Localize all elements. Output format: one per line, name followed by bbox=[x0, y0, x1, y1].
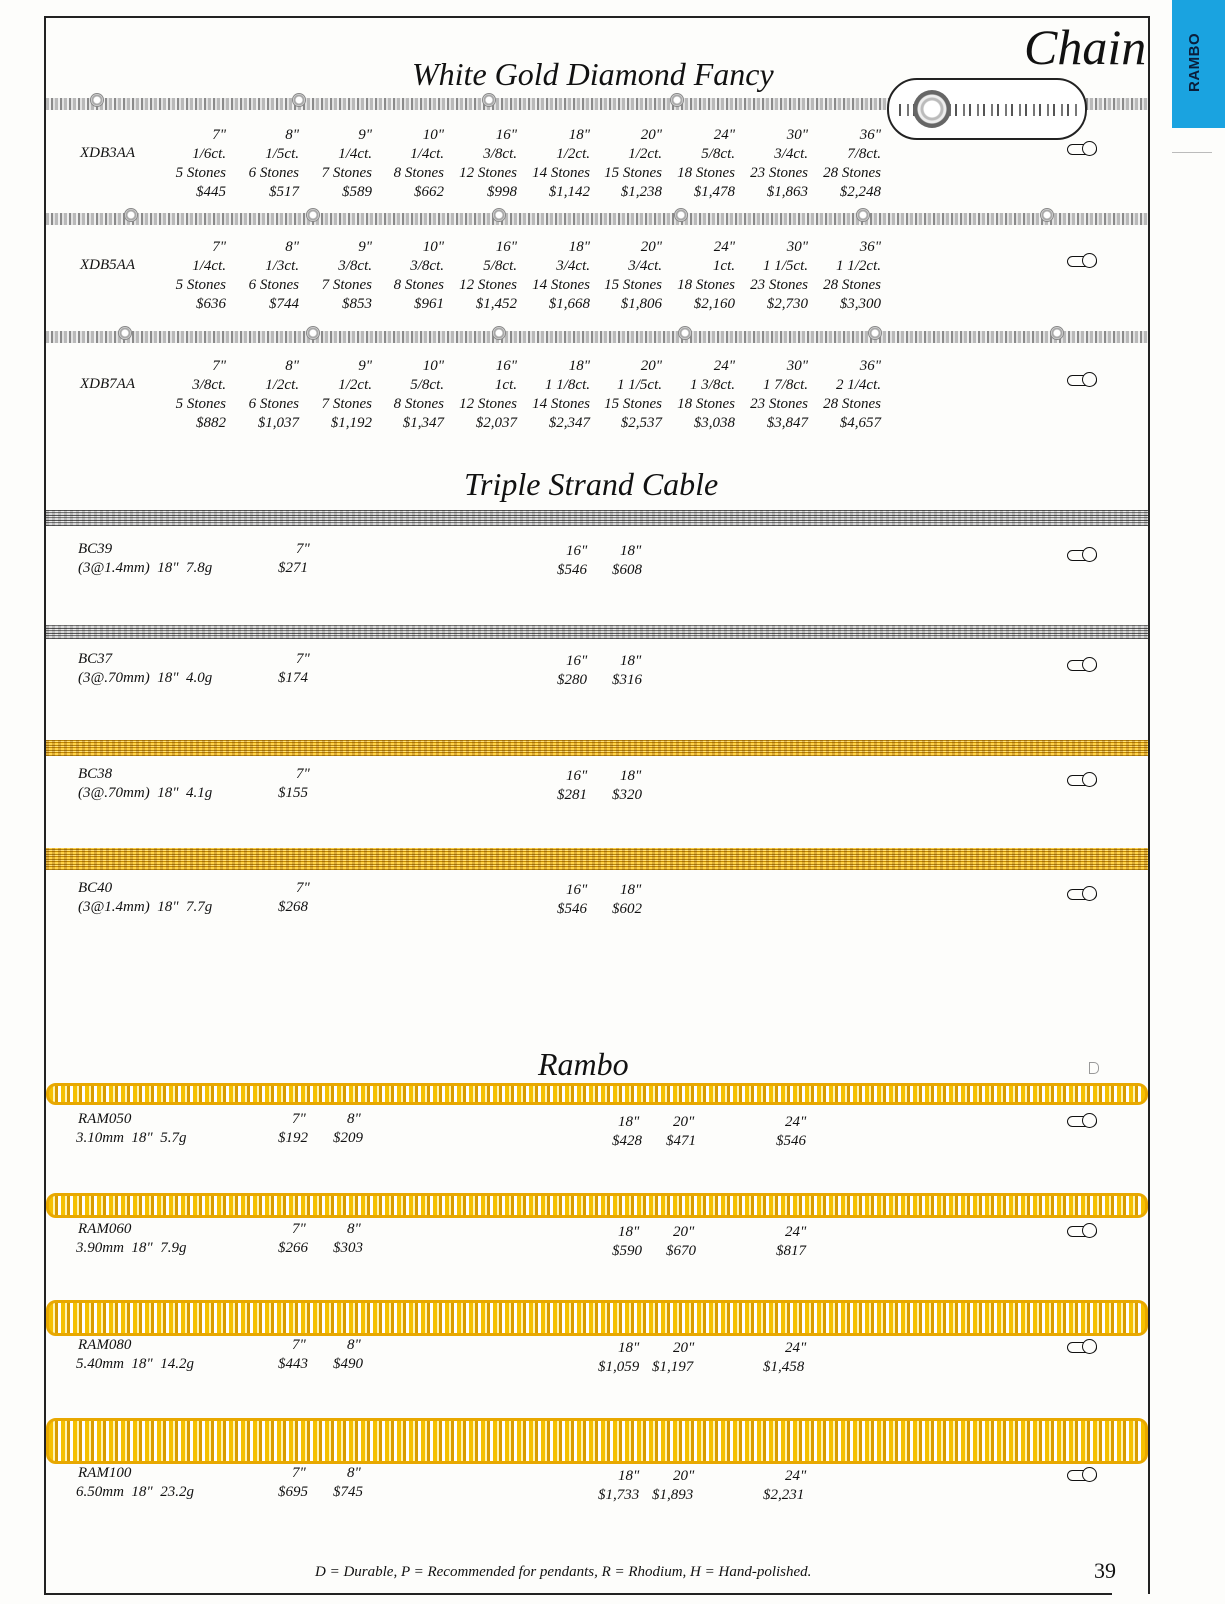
clasp-icon bbox=[1067, 889, 1099, 902]
length: 10" bbox=[422, 358, 444, 374]
length: 18" bbox=[568, 358, 590, 374]
price: $4,657 bbox=[839, 415, 881, 431]
chain-image-xdb5aa bbox=[46, 213, 1148, 225]
price: $1,668 bbox=[548, 296, 590, 312]
stones: 28 Stones bbox=[823, 396, 881, 412]
item-code: XDB5AA bbox=[80, 257, 135, 273]
clasp-ring bbox=[1082, 547, 1097, 562]
item-code: BC39 bbox=[78, 541, 113, 557]
page-frame-bottom bbox=[44, 1593, 1112, 1595]
length: 20" bbox=[640, 358, 662, 374]
carat: 3/8ct. bbox=[410, 258, 444, 274]
stones: 5 Stones bbox=[175, 165, 226, 181]
stones: 8 Stones bbox=[393, 396, 444, 412]
page-number: 39 bbox=[1094, 1558, 1116, 1583]
diamond-bezel bbox=[674, 208, 688, 222]
length: 18" bbox=[618, 1468, 640, 1484]
carat: 1 1/8ct. bbox=[545, 377, 590, 393]
length: 18" bbox=[568, 239, 590, 255]
diamond-bezel bbox=[868, 326, 882, 340]
length: 18" bbox=[568, 127, 590, 143]
price: $3,038 bbox=[693, 415, 735, 431]
price: $1,192 bbox=[330, 415, 372, 431]
page-frame bbox=[44, 16, 1150, 1594]
carat: 1 3/8ct. bbox=[690, 377, 735, 393]
price: $2,537 bbox=[620, 415, 662, 431]
clasp-icon bbox=[1067, 375, 1099, 388]
clasp-icon bbox=[1067, 775, 1099, 788]
length: 8" bbox=[285, 127, 299, 143]
stones: 28 Stones bbox=[823, 165, 881, 181]
chain-image-bc37 bbox=[46, 625, 1148, 639]
price: $882 bbox=[196, 415, 226, 431]
carat: 1/5ct. bbox=[265, 146, 299, 162]
length: 24" bbox=[713, 127, 735, 143]
length: 10" bbox=[422, 127, 444, 143]
price: $1,142 bbox=[548, 184, 590, 200]
carat: 5/8ct. bbox=[410, 377, 444, 393]
carat: 1/2ct. bbox=[556, 146, 590, 162]
carat: 7/8ct. bbox=[847, 146, 881, 162]
length: 8" bbox=[347, 1465, 361, 1481]
item-code: RAM080 bbox=[78, 1337, 132, 1353]
stones: 8 Stones bbox=[393, 165, 444, 181]
diamond-bezel bbox=[306, 326, 320, 340]
length: 16" bbox=[566, 653, 588, 669]
carat: 1 1/2ct. bbox=[836, 258, 881, 274]
clasp-ring bbox=[1082, 657, 1097, 672]
price: $817 bbox=[776, 1243, 806, 1259]
price: $316 bbox=[612, 672, 642, 688]
carat: 3/4ct. bbox=[774, 146, 808, 162]
item-code: RAM100 bbox=[78, 1465, 132, 1481]
price: $961 bbox=[414, 296, 444, 312]
price: $1,893 bbox=[652, 1487, 694, 1503]
item-code: BC40 bbox=[78, 880, 113, 896]
section-title-rambo: Rambo bbox=[538, 1046, 629, 1082]
stones: 5 Stones bbox=[175, 277, 226, 293]
price: $853 bbox=[342, 296, 372, 312]
carat: 3/4ct. bbox=[628, 258, 662, 274]
stones: 23 Stones bbox=[750, 165, 808, 181]
length: 7" bbox=[212, 239, 226, 255]
price: $546 bbox=[776, 1133, 806, 1149]
carat: 1/4ct. bbox=[410, 146, 444, 162]
price: $1,238 bbox=[620, 184, 662, 200]
stones: 23 Stones bbox=[750, 277, 808, 293]
price: $266 bbox=[278, 1240, 308, 1256]
diamond-bezel bbox=[482, 93, 496, 107]
stones: 6 Stones bbox=[248, 277, 299, 293]
length: 18" bbox=[620, 653, 642, 669]
price: $268 bbox=[278, 899, 308, 915]
diamond-bezel bbox=[856, 208, 870, 222]
stones: 18 Stones bbox=[677, 277, 735, 293]
carat: 1ct. bbox=[494, 377, 517, 393]
price: $2,347 bbox=[548, 415, 590, 431]
clasp-ring bbox=[1082, 141, 1097, 156]
carat: 1/2ct. bbox=[338, 377, 372, 393]
item-code: RAM050 bbox=[78, 1111, 132, 1127]
stones: 12 Stones bbox=[459, 396, 517, 412]
diamond-bezel bbox=[1050, 326, 1064, 340]
carat: 3/8ct. bbox=[192, 377, 226, 393]
stones: 18 Stones bbox=[677, 165, 735, 181]
diamond-bezel bbox=[492, 326, 506, 340]
length: 16" bbox=[495, 239, 517, 255]
item-spec: 3.10mm 18" 5.7g bbox=[76, 1130, 187, 1146]
price: $1,478 bbox=[693, 184, 735, 200]
length: 7" bbox=[292, 1221, 306, 1237]
clasp-icon bbox=[1067, 256, 1099, 269]
price: $1,863 bbox=[766, 184, 808, 200]
length: 18" bbox=[618, 1340, 640, 1356]
price: $662 bbox=[414, 184, 444, 200]
length: 18" bbox=[620, 543, 642, 559]
diamond-bezel bbox=[118, 326, 132, 340]
price: $471 bbox=[666, 1133, 696, 1149]
length: 20" bbox=[673, 1340, 695, 1356]
length: 20" bbox=[640, 239, 662, 255]
carat: 3/4ct. bbox=[556, 258, 590, 274]
diamond-bezel bbox=[678, 326, 692, 340]
price: $546 bbox=[557, 562, 587, 578]
price: $589 bbox=[342, 184, 372, 200]
length: 7" bbox=[292, 1111, 306, 1127]
carat: 1/2ct. bbox=[265, 377, 299, 393]
price: $1,452 bbox=[475, 296, 517, 312]
price: $2,037 bbox=[475, 415, 517, 431]
length: 9" bbox=[358, 127, 372, 143]
carat: 5/8ct. bbox=[483, 258, 517, 274]
price: $490 bbox=[333, 1356, 363, 1372]
length: 8" bbox=[347, 1337, 361, 1353]
stones: 14 Stones bbox=[532, 277, 590, 293]
price: $443 bbox=[278, 1356, 308, 1372]
carat: 1/2ct. bbox=[628, 146, 662, 162]
diamond-bezel bbox=[292, 93, 306, 107]
length: 30" bbox=[786, 358, 808, 374]
chain-image-ram050 bbox=[46, 1083, 1148, 1105]
item-spec: 3.90mm 18" 7.9g bbox=[76, 1240, 187, 1256]
side-tab bbox=[1172, 0, 1225, 128]
chapter-title: Chain bbox=[1024, 19, 1147, 75]
diamond-bezel bbox=[124, 208, 138, 222]
item-spec: (3@.70mm) 18" 4.0g bbox=[78, 670, 213, 686]
price: $745 bbox=[333, 1484, 363, 1500]
price: $428 bbox=[612, 1133, 642, 1149]
section-title-diamond-fancy: White Gold Diamond Fancy bbox=[412, 56, 774, 92]
diamond-bezel bbox=[492, 208, 506, 222]
stones: 12 Stones bbox=[459, 277, 517, 293]
legend-footer: D = Durable, P = Recommended for pendants, R = Rhodium, H = Hand-polished. bbox=[315, 1564, 812, 1580]
carat: 1/6ct. bbox=[192, 146, 226, 162]
price: $280 bbox=[557, 672, 587, 688]
length: 24" bbox=[713, 239, 735, 255]
chain-image-bc39 bbox=[46, 510, 1148, 526]
price: $3,300 bbox=[839, 296, 881, 312]
length: 10" bbox=[422, 239, 444, 255]
price: $1,458 bbox=[763, 1359, 805, 1375]
price: $445 bbox=[196, 184, 226, 200]
price: $1,347 bbox=[402, 415, 444, 431]
price: $695 bbox=[278, 1484, 308, 1500]
length: 9" bbox=[358, 358, 372, 374]
length: 18" bbox=[620, 882, 642, 898]
clasp-icon bbox=[1067, 1116, 1099, 1129]
length: 24" bbox=[713, 358, 735, 374]
clasp-ring bbox=[1082, 1113, 1097, 1128]
length: 7" bbox=[212, 358, 226, 374]
length: 7" bbox=[292, 1337, 306, 1353]
clasp-icon bbox=[1067, 1470, 1099, 1483]
stones: 7 Stones bbox=[321, 277, 372, 293]
price: $602 bbox=[612, 901, 642, 917]
diamond-bezel bbox=[306, 208, 320, 222]
length: 16" bbox=[566, 768, 588, 784]
item-code: RAM060 bbox=[78, 1221, 132, 1237]
price: $1,197 bbox=[652, 1359, 694, 1375]
length: 30" bbox=[786, 127, 808, 143]
item-code: XDB7AA bbox=[80, 376, 135, 392]
length: 36" bbox=[859, 127, 881, 143]
section-title-triple-strand: Triple Strand Cable bbox=[464, 466, 719, 502]
clasp-ring bbox=[1082, 1467, 1097, 1482]
carat: 1 7/8ct. bbox=[763, 377, 808, 393]
chain-image-ram100 bbox=[46, 1418, 1148, 1464]
carat: 1/4ct. bbox=[192, 258, 226, 274]
clasp-icon bbox=[1067, 144, 1099, 157]
price: $546 bbox=[557, 901, 587, 917]
length: 18" bbox=[620, 768, 642, 784]
price: $303 bbox=[333, 1240, 363, 1256]
price: $2,730 bbox=[766, 296, 808, 312]
price: $281 bbox=[557, 787, 587, 803]
carat: 3/8ct. bbox=[338, 258, 372, 274]
stones: 5 Stones bbox=[175, 396, 226, 412]
stones: 23 Stones bbox=[750, 396, 808, 412]
price: $744 bbox=[269, 296, 299, 312]
carat: 1/4ct. bbox=[338, 146, 372, 162]
price: $2,231 bbox=[763, 1487, 805, 1503]
item-code: XDB3AA bbox=[80, 145, 135, 161]
item-code: BC37 bbox=[78, 651, 113, 667]
length: 24" bbox=[785, 1114, 807, 1130]
chain-image-ram080 bbox=[46, 1300, 1148, 1336]
price: $1,059 bbox=[598, 1359, 640, 1375]
price: $590 bbox=[612, 1243, 642, 1259]
stones: 18 Stones bbox=[677, 396, 735, 412]
length: 20" bbox=[673, 1114, 695, 1130]
clasp-ring bbox=[1082, 1339, 1097, 1354]
length: 16" bbox=[566, 543, 588, 559]
clasp-icon bbox=[1067, 1342, 1099, 1355]
stones: 6 Stones bbox=[248, 165, 299, 181]
side-divider bbox=[1172, 152, 1212, 153]
price: $320 bbox=[612, 787, 642, 803]
item-code: BC38 bbox=[78, 766, 113, 782]
clasp-icon bbox=[1067, 550, 1099, 563]
item-spec: (3@1.4mm) 18" 7.7g bbox=[78, 899, 213, 915]
length: 8" bbox=[347, 1111, 361, 1127]
length: 18" bbox=[618, 1114, 640, 1130]
stones: 15 Stones bbox=[604, 277, 662, 293]
length: 30" bbox=[786, 239, 808, 255]
carat: 3/8ct. bbox=[483, 146, 517, 162]
stones: 14 Stones bbox=[532, 165, 590, 181]
length: 7" bbox=[296, 541, 310, 557]
length: 20" bbox=[640, 127, 662, 143]
length: 7" bbox=[212, 127, 226, 143]
length: 9" bbox=[358, 239, 372, 255]
stones: 7 Stones bbox=[321, 165, 372, 181]
stones: 7 Stones bbox=[321, 396, 372, 412]
price: $1,037 bbox=[257, 415, 299, 431]
length: 8" bbox=[347, 1221, 361, 1237]
price: $608 bbox=[612, 562, 642, 578]
price: $155 bbox=[278, 785, 308, 801]
stones: 12 Stones bbox=[459, 165, 517, 181]
clasp-ring bbox=[1082, 372, 1097, 387]
price: $3,847 bbox=[766, 415, 808, 431]
stones: 6 Stones bbox=[248, 396, 299, 412]
chain-image-xdb7aa bbox=[46, 331, 1148, 343]
carat: 1 1/5ct. bbox=[763, 258, 808, 274]
length: 8" bbox=[285, 239, 299, 255]
stones: 15 Stones bbox=[604, 396, 662, 412]
stones: 14 Stones bbox=[532, 396, 590, 412]
price: $174 bbox=[278, 670, 308, 686]
clasp-icon bbox=[1067, 1226, 1099, 1239]
price: $209 bbox=[333, 1130, 363, 1146]
chain-image-ram060 bbox=[46, 1193, 1148, 1218]
price: $517 bbox=[269, 184, 299, 200]
inset-diamond bbox=[913, 90, 951, 128]
side-tab-label: RAMBO bbox=[1186, 32, 1203, 92]
clasp-icon bbox=[1067, 660, 1099, 673]
price: $192 bbox=[278, 1130, 308, 1146]
length: 24" bbox=[785, 1468, 807, 1484]
clasp-ring bbox=[1082, 886, 1097, 901]
carat: 1ct. bbox=[712, 258, 735, 274]
durable-mark-icon bbox=[1089, 1062, 1099, 1074]
carat: 2 1/4ct. bbox=[836, 377, 881, 393]
length: 24" bbox=[785, 1340, 807, 1356]
clasp-ring bbox=[1082, 253, 1097, 268]
item-spec: 6.50mm 18" 23.2g bbox=[76, 1484, 194, 1500]
length: 20" bbox=[673, 1468, 695, 1484]
length: 36" bbox=[859, 239, 881, 255]
item-spec: (3@1.4mm) 18" 7.8g bbox=[78, 560, 213, 576]
length: 18" bbox=[618, 1224, 640, 1240]
diamond-detail-inset bbox=[887, 78, 1087, 140]
diamond-bezel bbox=[90, 93, 104, 107]
length: 24" bbox=[785, 1224, 807, 1240]
stones: 15 Stones bbox=[604, 165, 662, 181]
clasp-ring bbox=[1082, 1223, 1097, 1238]
length: 20" bbox=[673, 1224, 695, 1240]
diamond-bezel bbox=[670, 93, 684, 107]
price: $670 bbox=[666, 1243, 696, 1259]
price: $2,248 bbox=[839, 184, 881, 200]
length: 16" bbox=[495, 358, 517, 374]
clasp-ring bbox=[1082, 772, 1097, 787]
item-spec: 5.40mm 18" 14.2g bbox=[76, 1356, 194, 1372]
carat: 1 1/5ct. bbox=[617, 377, 662, 393]
chain-image-bc40 bbox=[46, 848, 1148, 870]
length: 7" bbox=[296, 651, 310, 667]
price: $271 bbox=[278, 560, 308, 576]
price: $1,733 bbox=[598, 1487, 640, 1503]
price: $998 bbox=[487, 184, 517, 200]
stones: 8 Stones bbox=[393, 277, 444, 293]
length: 16" bbox=[495, 127, 517, 143]
length: 36" bbox=[859, 358, 881, 374]
chain-image-bc38 bbox=[46, 740, 1148, 756]
price: $2,160 bbox=[693, 296, 735, 312]
item-spec: (3@.70mm) 18" 4.1g bbox=[78, 785, 213, 801]
length: 8" bbox=[285, 358, 299, 374]
diamond-bezel bbox=[1040, 208, 1054, 222]
price: $1,806 bbox=[620, 296, 662, 312]
stones: 28 Stones bbox=[823, 277, 881, 293]
carat: 1/3ct. bbox=[265, 258, 299, 274]
length: 7" bbox=[296, 880, 310, 896]
price: $636 bbox=[196, 296, 226, 312]
length: 7" bbox=[296, 766, 310, 782]
carat: 5/8ct. bbox=[701, 146, 735, 162]
length: 16" bbox=[566, 882, 588, 898]
length: 7" bbox=[292, 1465, 306, 1481]
